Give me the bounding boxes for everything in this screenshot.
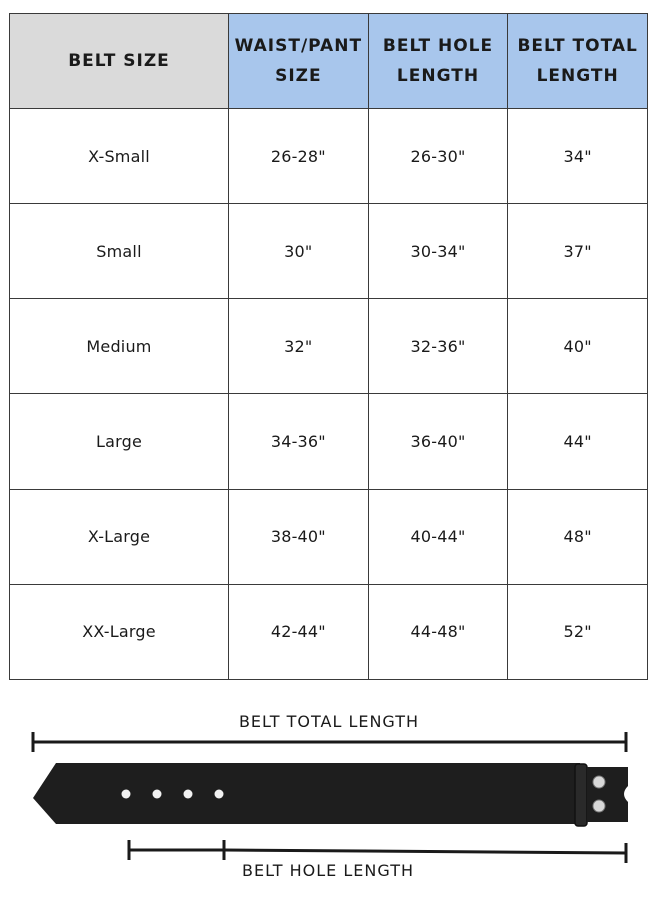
table-row xyxy=(10,394,648,489)
belt-diagram xyxy=(0,700,660,900)
belt-hole xyxy=(184,790,193,799)
header-belt-total-length xyxy=(508,14,648,109)
table-row xyxy=(10,489,648,584)
belt-size-table xyxy=(9,13,648,680)
header-total-line2: LENGTH xyxy=(536,66,619,86)
cell-hole-length: 26-30" xyxy=(368,109,508,204)
cell-total-length: 44" xyxy=(508,394,648,489)
cell-belt-size: X-Large xyxy=(10,489,229,584)
cell-total-length: 48" xyxy=(508,489,648,584)
table-row xyxy=(10,299,648,394)
belt-rivet xyxy=(593,776,605,788)
table-row xyxy=(10,109,648,204)
header-total-line1: BELT TOTAL xyxy=(517,36,638,56)
header-belt-size-label: BELT SIZE xyxy=(68,51,170,71)
cell-waist-size: 26-28" xyxy=(229,109,369,204)
total-length-dimension-line xyxy=(33,732,626,752)
total-length-label: BELT TOTAL LENGTH xyxy=(238,712,420,731)
cell-hole-length: 30-34" xyxy=(368,204,508,299)
belt-rivet xyxy=(593,800,605,812)
cell-belt-size: XX-Large xyxy=(10,584,229,679)
belt-keeper xyxy=(575,764,587,826)
cell-belt-size: X-Small xyxy=(10,109,229,204)
cell-total-length: 34" xyxy=(508,109,648,204)
header-hole-line1: BELT HOLE xyxy=(382,36,494,56)
cell-belt-size: Large xyxy=(10,394,229,489)
cell-total-length: 52" xyxy=(508,584,648,679)
cell-total-length: 37" xyxy=(508,204,648,299)
header-waist-line2: SIZE xyxy=(275,66,322,86)
hole-length-dimension-line xyxy=(129,840,626,863)
cell-total-length: 40" xyxy=(508,299,648,394)
cell-waist-size: 38-40" xyxy=(229,489,369,584)
belt-strap xyxy=(33,763,580,824)
table-row xyxy=(10,584,648,679)
cell-waist-size: 32" xyxy=(229,299,369,394)
belt-hole xyxy=(122,790,131,799)
cell-belt-size: Medium xyxy=(10,299,229,394)
cell-hole-length: 32-36" xyxy=(368,299,508,394)
header-hole-line2: LENGTH xyxy=(396,66,480,86)
belt-end-tab xyxy=(587,767,628,822)
table-header-row xyxy=(10,14,648,109)
belt-hole xyxy=(153,790,162,799)
cell-hole-length: 40-44" xyxy=(368,489,508,584)
header-waist-line1: WAIST/PANT xyxy=(234,36,363,56)
cell-belt-size: Small xyxy=(10,204,229,299)
cell-hole-length: 36-40" xyxy=(368,394,508,489)
belt-illustration xyxy=(33,763,628,826)
table-row xyxy=(10,204,648,299)
header-waist-pant-size xyxy=(229,14,369,109)
hole-length-label: BELT HOLE LENGTH xyxy=(241,861,415,880)
belt-hole xyxy=(215,790,224,799)
cell-hole-length: 44-48" xyxy=(368,584,508,679)
header-belt-size xyxy=(10,14,229,109)
header-belt-hole-length xyxy=(368,14,508,109)
cell-waist-size: 42-44" xyxy=(229,584,369,679)
cell-waist-size: 34-36" xyxy=(229,394,369,489)
cell-waist-size: 30" xyxy=(229,204,369,299)
